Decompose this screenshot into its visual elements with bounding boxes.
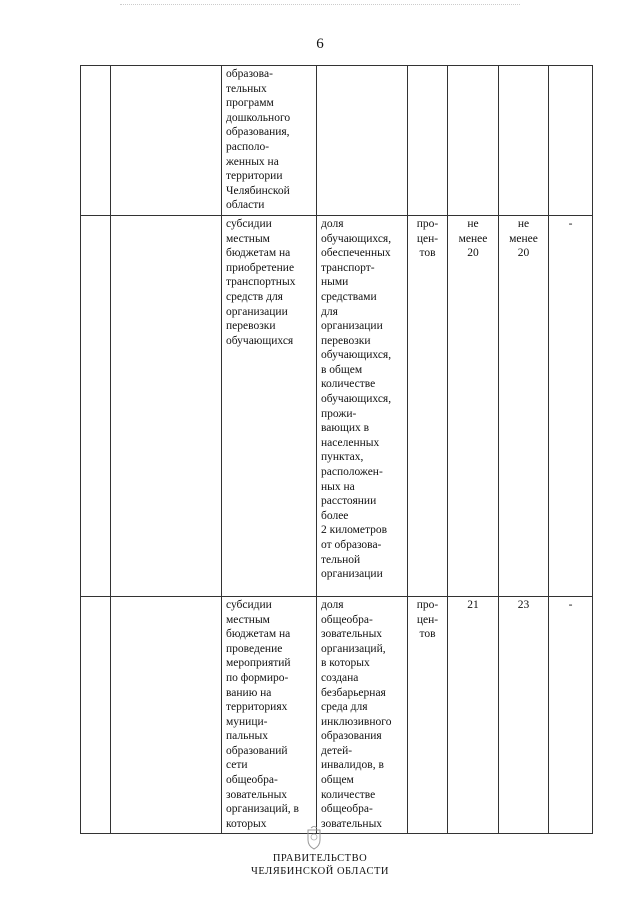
- cell-text-line: программ: [226, 97, 274, 110]
- cell-text-line: 20: [467, 247, 479, 260]
- cell-text-line: образова-: [226, 68, 273, 80]
- cell-text-line: в которых: [321, 657, 370, 670]
- cell-text-line: расположен-: [321, 466, 383, 479]
- cell-text-line: сети: [226, 759, 248, 772]
- cell-value-2: [499, 596, 549, 834]
- cell-value-1: [448, 66, 499, 216]
- cell-text-line: безбарьерная: [321, 686, 386, 699]
- cell-unit: [408, 66, 448, 216]
- cell-text-line: образования: [321, 730, 382, 743]
- cell-text-line: более: [321, 509, 349, 522]
- cell-text-line: по формиро-: [226, 671, 289, 684]
- cell-text-line: средствами: [321, 290, 377, 303]
- cell-text-line: среда для: [321, 701, 368, 714]
- cell-number: [81, 215, 111, 596]
- cell-text-line: про-: [416, 217, 439, 230]
- cell-goal: [111, 596, 222, 834]
- cell-text-line: про-: [416, 598, 439, 611]
- cell-value-1: [448, 215, 499, 596]
- cell-text-line: не: [517, 217, 530, 230]
- cell-text-line: пунктах,: [321, 451, 364, 464]
- cell-text-line: организации: [321, 320, 383, 333]
- cell-text-line: приобретение: [226, 261, 295, 274]
- cell-text-line: зовательных: [321, 817, 383, 830]
- cell-text-line: проведение: [226, 642, 283, 655]
- cell-text-line: количестве: [321, 378, 376, 391]
- page-number: 6: [316, 36, 324, 52]
- cell-text-line: пальных: [226, 730, 268, 743]
- cell-text-line: создана: [321, 671, 359, 684]
- cell-text-line: дошкольного: [226, 111, 291, 124]
- cell-text-line: детей-: [321, 744, 353, 757]
- cell-text-line: цен-: [416, 613, 439, 626]
- cell-text-line: зовательных: [226, 788, 288, 801]
- cell-value-3: [549, 66, 593, 216]
- cell-text-line: располо-: [226, 140, 270, 153]
- cell-number: [81, 66, 111, 216]
- footer-stamp: [0, 852, 640, 878]
- cell-unit: [408, 215, 448, 596]
- cell-text-line: транспорт-: [321, 261, 375, 274]
- cell-text-line: зовательных: [321, 628, 383, 641]
- cell-text-line: тельных: [226, 82, 267, 95]
- cell-text-line: 20: [517, 247, 530, 260]
- footer-line-1: ПРАВИТЕЛЬСТВО: [272, 853, 368, 864]
- cell-goal: [111, 66, 222, 216]
- cell-text-line: области: [226, 199, 265, 212]
- scan-artifact: [120, 4, 520, 9]
- cell-text-line: доля: [321, 598, 344, 611]
- cell-text-line: 21: [467, 598, 479, 611]
- cell-text-line: транспортных: [226, 276, 296, 289]
- cell-text-line: территории: [226, 170, 283, 183]
- cell-indicator: [317, 215, 408, 596]
- table-row: [81, 215, 593, 596]
- cell-text-line: от образова-: [321, 539, 382, 551]
- cell-value-3: -: [549, 215, 593, 596]
- cell-text-line: цен-: [416, 232, 439, 245]
- cell-text-line: общем: [321, 774, 354, 787]
- cell-text-line: в общем: [321, 363, 363, 376]
- cell-text-line: организаций, в: [226, 803, 299, 816]
- cell-text-line: Челябинской: [226, 184, 290, 197]
- table-row: [81, 596, 593, 834]
- cell-text-line: населенных: [321, 436, 380, 449]
- cell-text-line: менее: [458, 232, 488, 245]
- cell-text-line: доля: [321, 217, 344, 230]
- cell-measure: [222, 215, 317, 596]
- cell-text-line: вающих в: [321, 422, 370, 435]
- cell-indicator: [317, 66, 408, 216]
- cell-text-line: образования,: [226, 126, 290, 139]
- cell-text-line: инклюзивного: [321, 715, 392, 728]
- cell-text-line: обучающихся,: [321, 349, 392, 362]
- cell-value-2: [499, 66, 549, 216]
- cell-text-line: обучающихся: [226, 334, 294, 347]
- cell-measure: [222, 596, 317, 834]
- cell-text-line: местным: [226, 613, 270, 626]
- cell-text-line: которых: [226, 817, 267, 830]
- cell-text-line: перевозки: [321, 334, 371, 347]
- coat-of-arms-emblem: [305, 826, 323, 850]
- table-row: [81, 66, 593, 216]
- cell-text-line: тельной: [321, 553, 361, 566]
- cell-text-line: обучающихся,: [321, 393, 392, 406]
- cell-text-line: обеспеченных: [321, 247, 391, 260]
- cell-text-line: субсидии: [226, 217, 272, 230]
- cell-unit: [408, 596, 448, 834]
- cell-text-line: образований: [226, 744, 288, 757]
- cell-text-line: расстоянии: [321, 495, 377, 508]
- cell-text-line: организации: [226, 305, 288, 318]
- cell-value-3: -: [549, 596, 593, 834]
- cell-text-line: муници-: [226, 715, 268, 728]
- cell-value-2: [499, 215, 549, 596]
- cell-text-line: 23: [517, 598, 530, 611]
- cell-text-line: менее: [509, 232, 538, 245]
- cell-text-line: для: [321, 305, 338, 318]
- cell-text-line: общеобра-: [321, 613, 373, 626]
- cell-measure: [222, 66, 317, 216]
- cell-indicator: [317, 596, 408, 834]
- cell-text-line: ных на: [321, 480, 355, 493]
- cell-text-line: бюджетам на: [226, 247, 291, 260]
- cell-text-line: тов: [419, 628, 436, 641]
- cell-text-line: средств для: [226, 290, 283, 303]
- cell-text-line: организации: [321, 568, 383, 581]
- cell-text-line: не: [467, 217, 479, 230]
- cell-value-1: [448, 596, 499, 834]
- cell-text-line: общеобра-: [321, 803, 373, 816]
- cell-text-line: ными: [321, 276, 349, 289]
- cell-goal: [111, 215, 222, 596]
- footer-line-2: ЧЕЛЯБИНСКОЙ ОБЛАСТИ: [251, 866, 389, 877]
- cell-text-line: инвалидов, в: [321, 759, 384, 772]
- cell-text-line: местным: [226, 232, 270, 245]
- cell-text-line: обучающихся,: [321, 232, 392, 245]
- cell-text-line: субсидии: [226, 598, 272, 611]
- cell-text-line: перевозки: [226, 320, 276, 333]
- cell-text-line: 2 километров: [321, 524, 388, 537]
- cell-text-line: организаций,: [321, 642, 386, 655]
- cell-text-line: прожи-: [321, 407, 357, 420]
- cell-text-line: территориях: [226, 701, 288, 714]
- cell-text-line: тов: [419, 247, 436, 260]
- cell-text-line: количестве: [321, 788, 376, 801]
- cell-number: [81, 596, 111, 834]
- cell-text-line: мероприятий: [226, 657, 291, 670]
- cell-text-line: ванию на: [226, 686, 272, 699]
- table-body: [81, 66, 593, 834]
- cell-text-line: общеобра-: [226, 774, 278, 787]
- indicators-table: [80, 65, 593, 834]
- cell-text-line: женных на: [226, 155, 279, 168]
- cell-text-line: бюджетам на: [226, 628, 291, 641]
